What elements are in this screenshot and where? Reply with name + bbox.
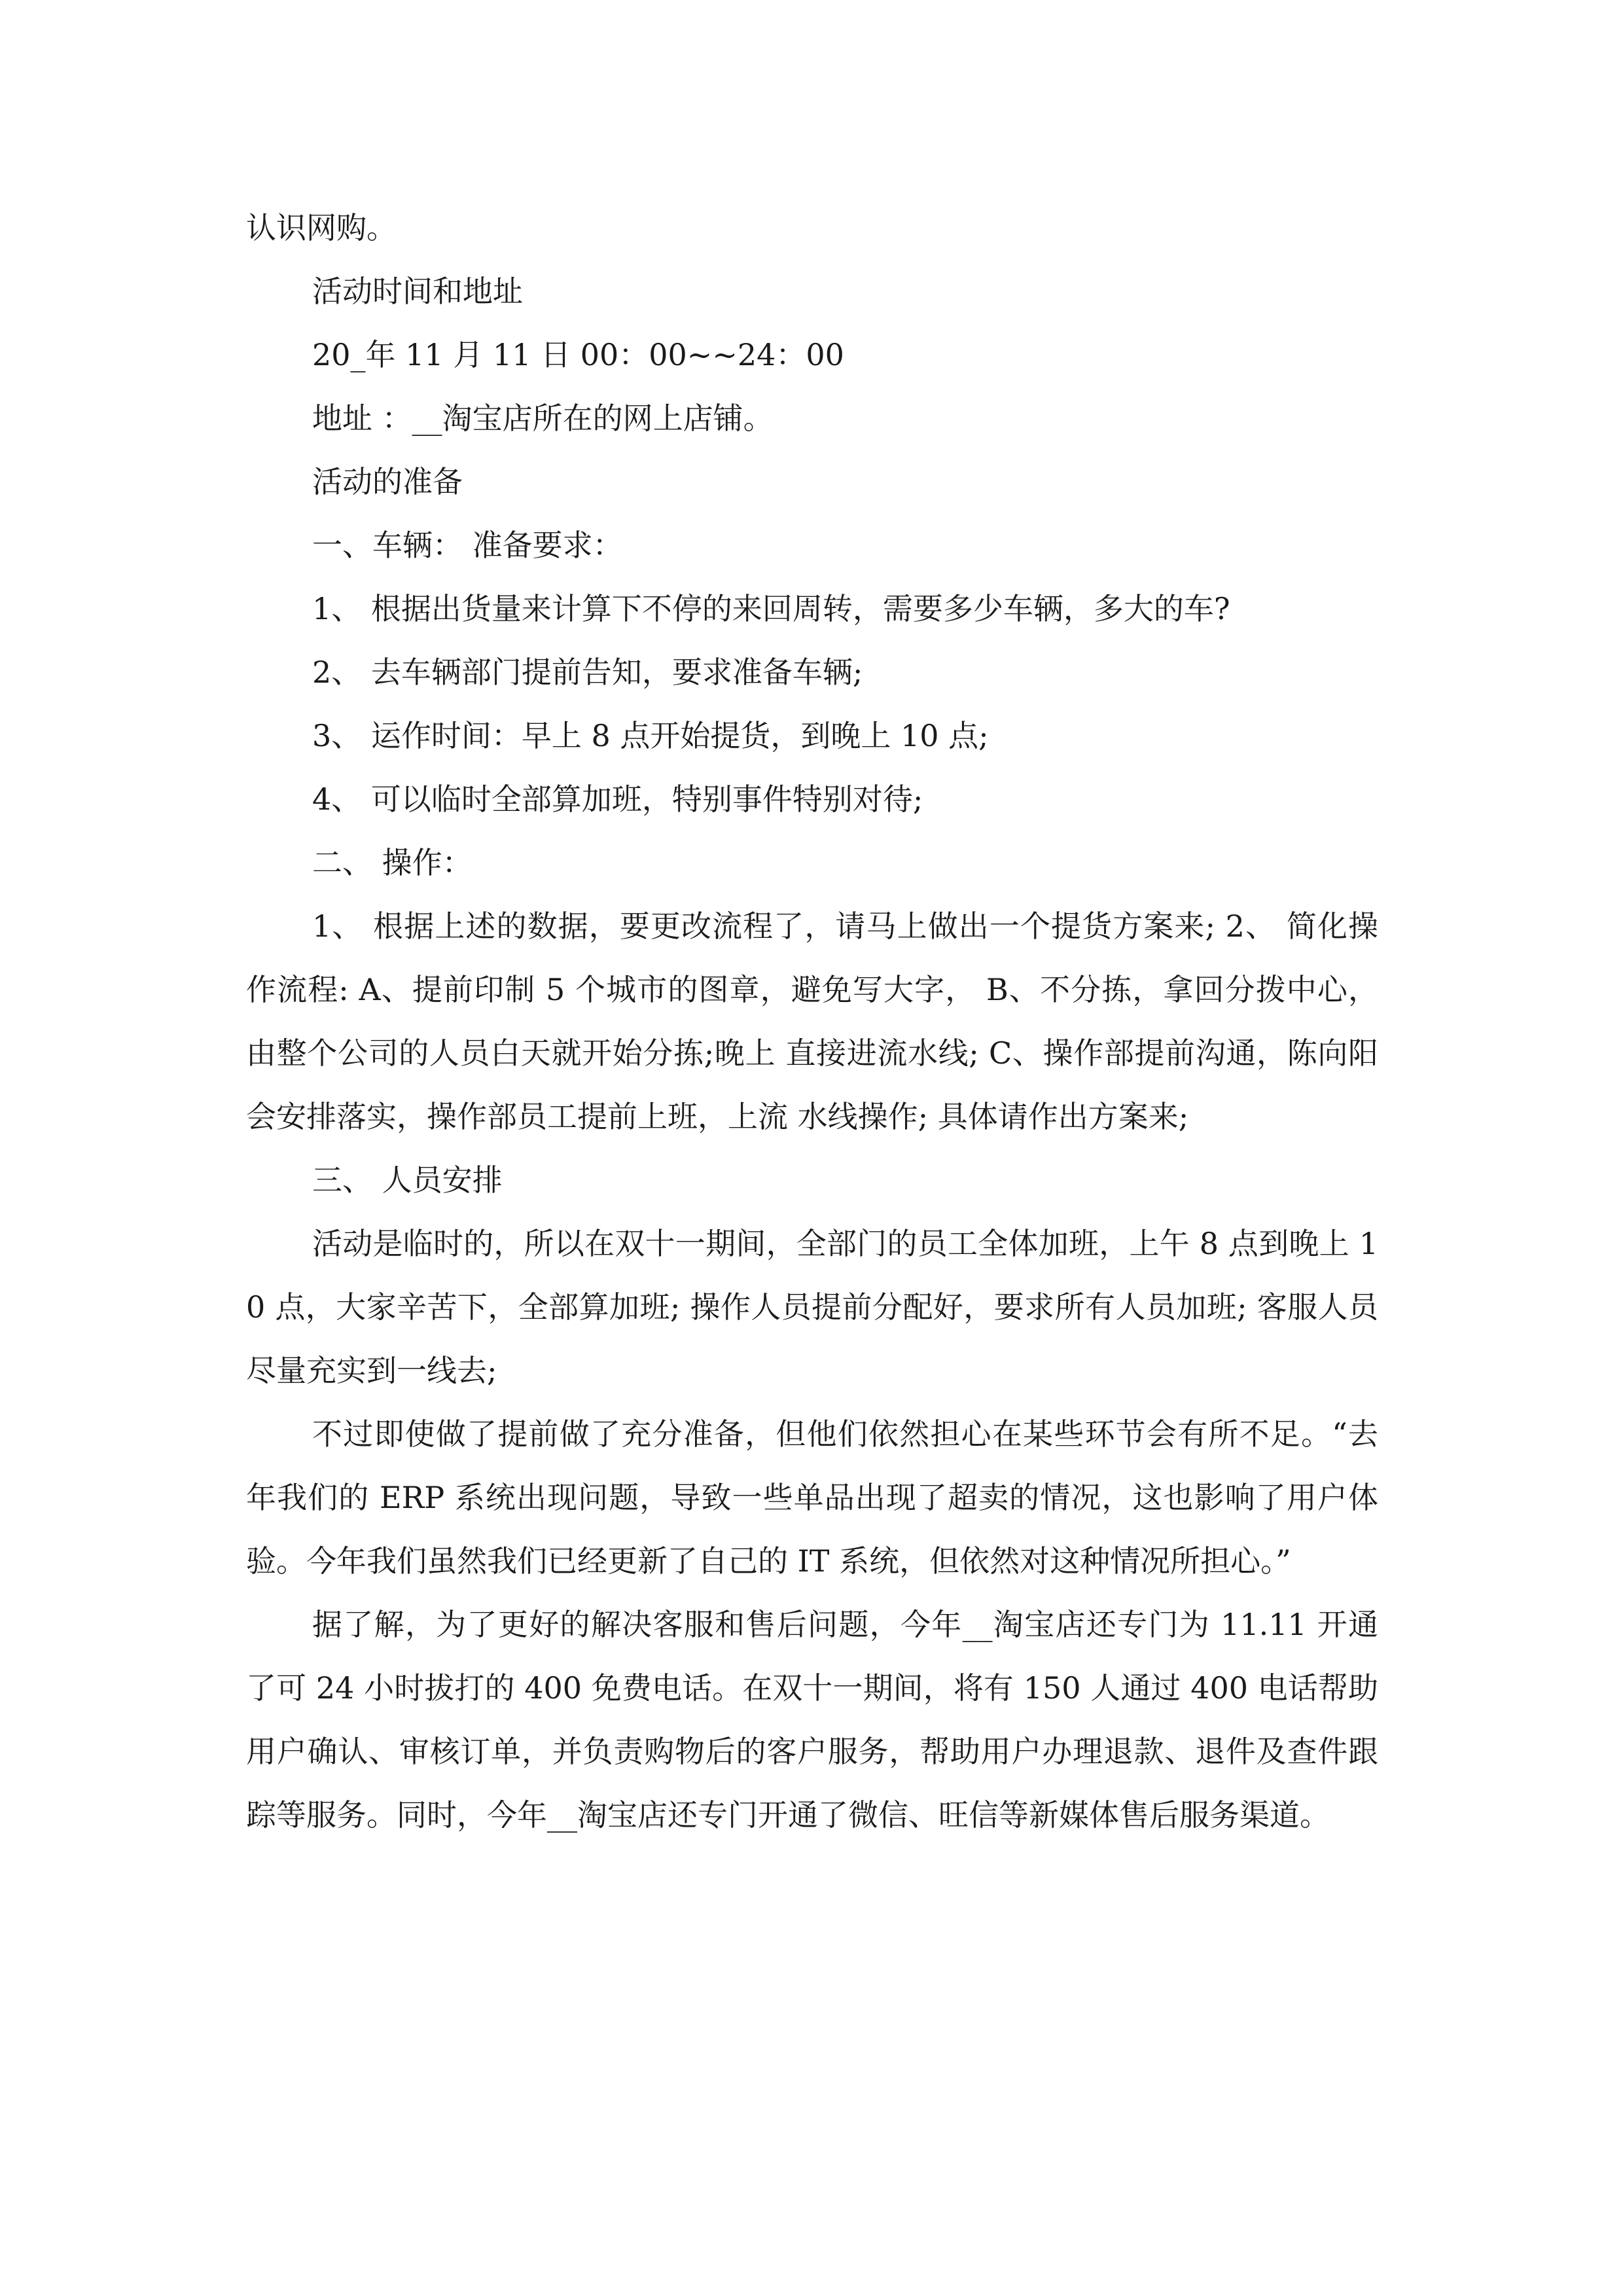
event-date-time: 20_年 11 月 11 日 00：00~~24：00 bbox=[312, 337, 844, 372]
text-line: 认识网购。 bbox=[246, 210, 397, 245]
subheading-vehicles: 一、车辆： 准备要求： bbox=[312, 528, 623, 563]
list-item: 2、 去车辆部门提前告知，要求准备车辆; bbox=[312, 655, 863, 690]
list-item: 3、 运作时间：早上 8 点开始提货，到晚上 10 点; bbox=[312, 718, 989, 753]
subheading-operations: 二、 操作： bbox=[312, 845, 473, 880]
paragraph-customer-service: 据了解，为了更好的解决客服和售后问题，今年__淘宝店还专门为 11.11 开通了可 24 小时拔打的 400 免费电话。在双十一期间，将有 150 人通过 400 电话帮助用户确认、审核订单，并负责购物后的客户服务，帮助用户办理退款、退件及查件跟踪等服务。同时，今年__淘宝店还专门开通了微信、旺信等新媒体售后服务渠道。 bbox=[246, 1607, 1378, 1833]
section-heading-preparation: 活动的准备 bbox=[312, 464, 463, 499]
paragraph-staffing: 活动是临时的，所以在双十一期间，全部门的员工全体加班，上午 8 点到晚上 10 点，大家辛苦下，全部算加班; 操作人员提前分配好，要求所有人员加班; 客服人员尽量充实到一线去; bbox=[246, 1226, 1378, 1388]
list-item: 4、 可以临时全部算加班，特别事件特别对待; bbox=[312, 781, 923, 817]
paragraph-concerns: 不过即使做了提前做了充分准备，但他们依然担心在某些环节会有所不足。“去年我们的 ERP 系统出现问题，导致一些单品出现了超卖的情况，这也影响了用户体验。今年我们虽然我们已经更新了自己的 IT 系统，但依然对这种情况所担心。” bbox=[246, 1416, 1378, 1579]
section-heading-time-address: 活动时间和地址 bbox=[312, 274, 523, 309]
document-body bbox=[246, 196, 1378, 1847]
list-item: 1、 根据出货量来计算下不停的来回周转，需要多少车辆，多大的车? bbox=[312, 591, 1230, 626]
subheading-staffing: 三、 人员安排 bbox=[312, 1162, 503, 1198]
event-address: 地址 ：__淘宝店所在的网上店铺。 bbox=[312, 401, 774, 436]
paragraph-operations: 1、 根据上述的数据，要更改流程了，请马上做出一个提货方案来; 2、 简化操作流程: A、提前印制 5 个城市的图章，避免写大字， B、不分拣，拿回分拨中心，由整个公司的人员白天就开始分拣;晚上 直接进流水线; C、操作部提前沟通，陈向阳会安排落实，操作部员工提前上班，上流 水线操作; 具体请作出方案来; bbox=[246, 908, 1378, 1134]
